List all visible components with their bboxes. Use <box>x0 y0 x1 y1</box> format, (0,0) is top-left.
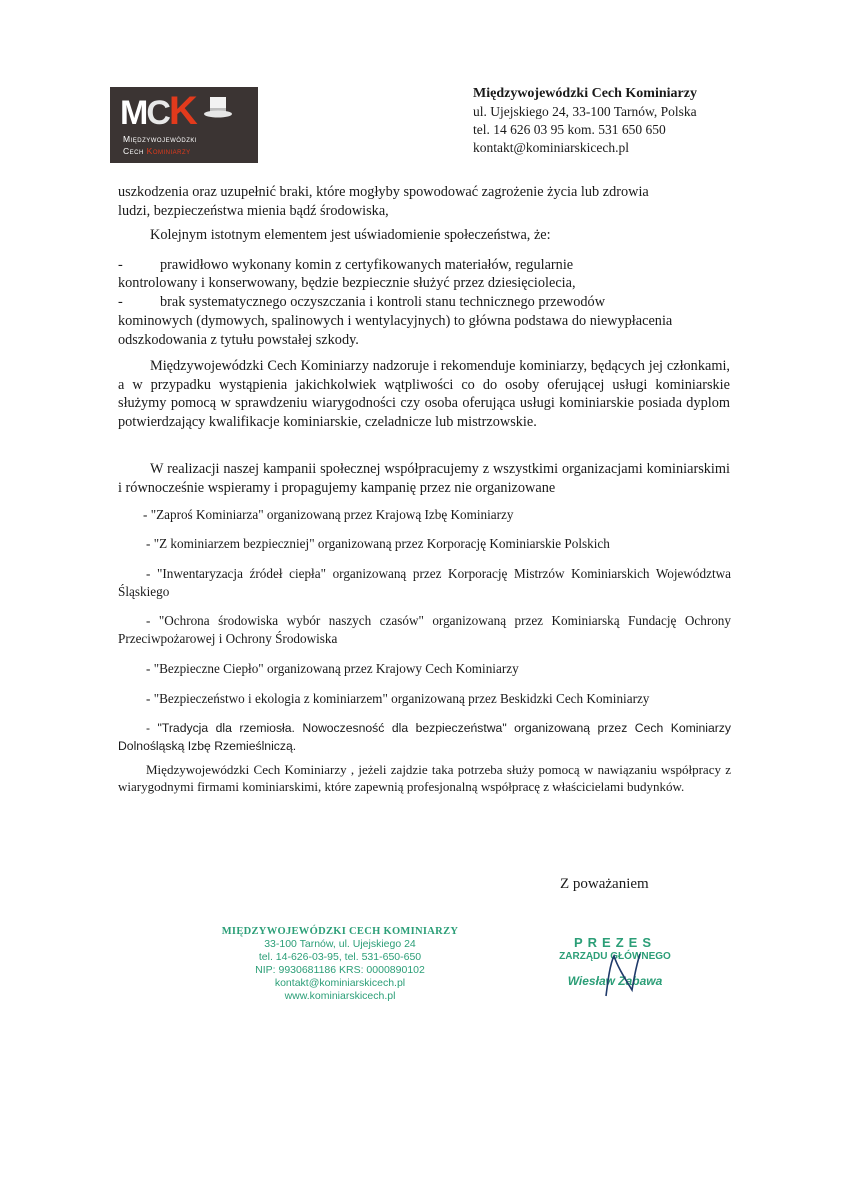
company-stamp <box>215 925 465 1003</box>
campaign-item: - "Bezpieczeństwo i ekologia z kominiarzem" organizowaną przez Beskidzki Cech Kominiarzy <box>146 691 650 706</box>
bullet-dash-2: - <box>118 294 123 310</box>
org-address: ul. Ujejskiego 24, 33-100 Tarnów, Polska <box>473 104 697 119</box>
bullet-1-rest: kontrolowany i konserwowany, będzie bezpiecznie służyć przez dziesięciolecia, <box>118 275 576 291</box>
bullet-2-first: brak systematycznego oczyszczania i kontroli stanu technicznego przewodów <box>160 294 606 310</box>
company-logo <box>110 87 258 163</box>
org-name: Międzywojewódzki Cech Kominiarzy <box>473 86 697 101</box>
paragraph-5: Międzywojewódzki Cech Kominiarzy , jeżeli zajdzie taka potrzeba służy pomocą w nawiązaniu współpracy z wiarygodnymi firmami kominiarskimi, które zapewnią profesjonalną współpracę z właścicielami budynków. <box>118 762 731 794</box>
campaign-item: - "Inwentaryzacja źródeł ciepła" organizowaną przez Korporację Mistrzów Kominiarskich Województwa Śląskiego <box>118 566 731 599</box>
top-hat-icon <box>203 95 233 121</box>
campaign-item: - "Zaproś Kominiarza" organizowaną przez Krajową Izbę Kominiarzy <box>143 507 514 522</box>
letterhead-address <box>473 85 697 157</box>
stamp-signer-name: Wiesław Zabawa <box>567 974 663 988</box>
campaign-item: - "Z kominiarzem bezpieczniej" organizowaną przez Korporację Kominiarskie Polskich <box>146 536 610 551</box>
stamp-title: MIĘDZYWOJEWÓDZKI CECH KOMINIARZY <box>221 926 459 937</box>
bullet-dash-1: - <box>118 257 123 273</box>
bullet-1-first: prawidłowo wykonany komin z certyfikowanych materiałów, regularnie <box>160 257 574 273</box>
stamp-email: kontakt@kominiarskicech.pl <box>274 977 406 989</box>
org-phone: tel. 14 626 03 95 kom. 531 650 650 <box>473 122 666 137</box>
logo-text-kominiarzy: Kominiarzy <box>146 146 191 156</box>
logo-monogram <box>120 89 196 133</box>
stamp-phones: tel. 14-626-03-95, tel. 531-650-650 <box>258 951 422 963</box>
campaign-item: - "Tradycja dla rzemiosła. Nowoczesność dla bezpieczeństwa" organizowaną przez Cech Kominiarzy Dolnośląską Izbę Rzemieślniczą. <box>118 721 731 753</box>
paragraph-4: W realizacji naszej kampanii społecznej współpracujemy z wszystkimi organizacjami kominiarskimi i równocześnie wspieramy i propagujemy kampanię przez nie organizowane <box>118 461 730 496</box>
campaign-item: - "Bezpieczne Ciepło" organizowaną przez Krajowy Cech Kominiarzy <box>146 661 519 676</box>
campaign-item: - "Ochrona środowiska wybór naszych czasów" organizowaną przez Kominiarską Fundację Ochrony Przeciwpożarowej i Ochrony Środowiska <box>118 613 731 646</box>
paragraph-3: Międzywojewódzki Cech Kominiarzy nadzoruje i rekomenduje kominiarzy, będących jej członkami, a w przypadku wystąpienia jakichkolwiek wątpliwości co do osoby oferującej usługi kominiarskie służymy pomocą w sprawdzeniu wiarygodności czy osoba oferująca usługi kominiarskie posiada dyplom potwierdzający kwalifikacje kominiarskie, czeladnicze lub mistrzowskie. <box>118 358 730 430</box>
paragraph-1: uszkodzenia oraz uzupełnić braki, które mogłyby spowodować zagrożenie życia lub zdrowia ludzi, bezpieczeństwa mienia bądź środowiska, <box>118 184 649 219</box>
closing-salutation: Z poważaniem <box>560 876 649 892</box>
handwritten-signature <box>600 950 650 1000</box>
stamp-address: 33-100 Tarnów, ul. Ujejskiego 24 <box>264 938 416 950</box>
org-email[interactable]: kontakt@kominiarskicech.pl <box>473 140 630 155</box>
logo-letter-k: K <box>168 89 196 133</box>
logo-letter-c: C <box>146 94 169 132</box>
logo-letter-m: M <box>120 94 147 132</box>
stamp-ids: NIP: 9930681186 KRS: 0000890102 <box>255 964 425 976</box>
logo-text-line1: Międzywojewódzki <box>123 134 198 144</box>
stamp-board: ZARZĄDU GŁÓWNEGO <box>559 951 671 962</box>
bullet-2-rest: kominowych (dymowych, spalinowych i wentylacyjnych) to główna podstawa do niewypłacenia odszkodowania z tytułu powstałej szkody. <box>118 313 673 348</box>
stamp-www: www.kominiarskicech.pl <box>284 990 396 1002</box>
stamp-role: PREZES <box>573 935 656 950</box>
logo-text-line2 <box>123 146 191 156</box>
paragraph-2: Kolejnym istotnym elementem jest uświadomienie społeczeństwa, że: <box>150 227 551 243</box>
logo-text-cech: Cech <box>123 146 147 156</box>
